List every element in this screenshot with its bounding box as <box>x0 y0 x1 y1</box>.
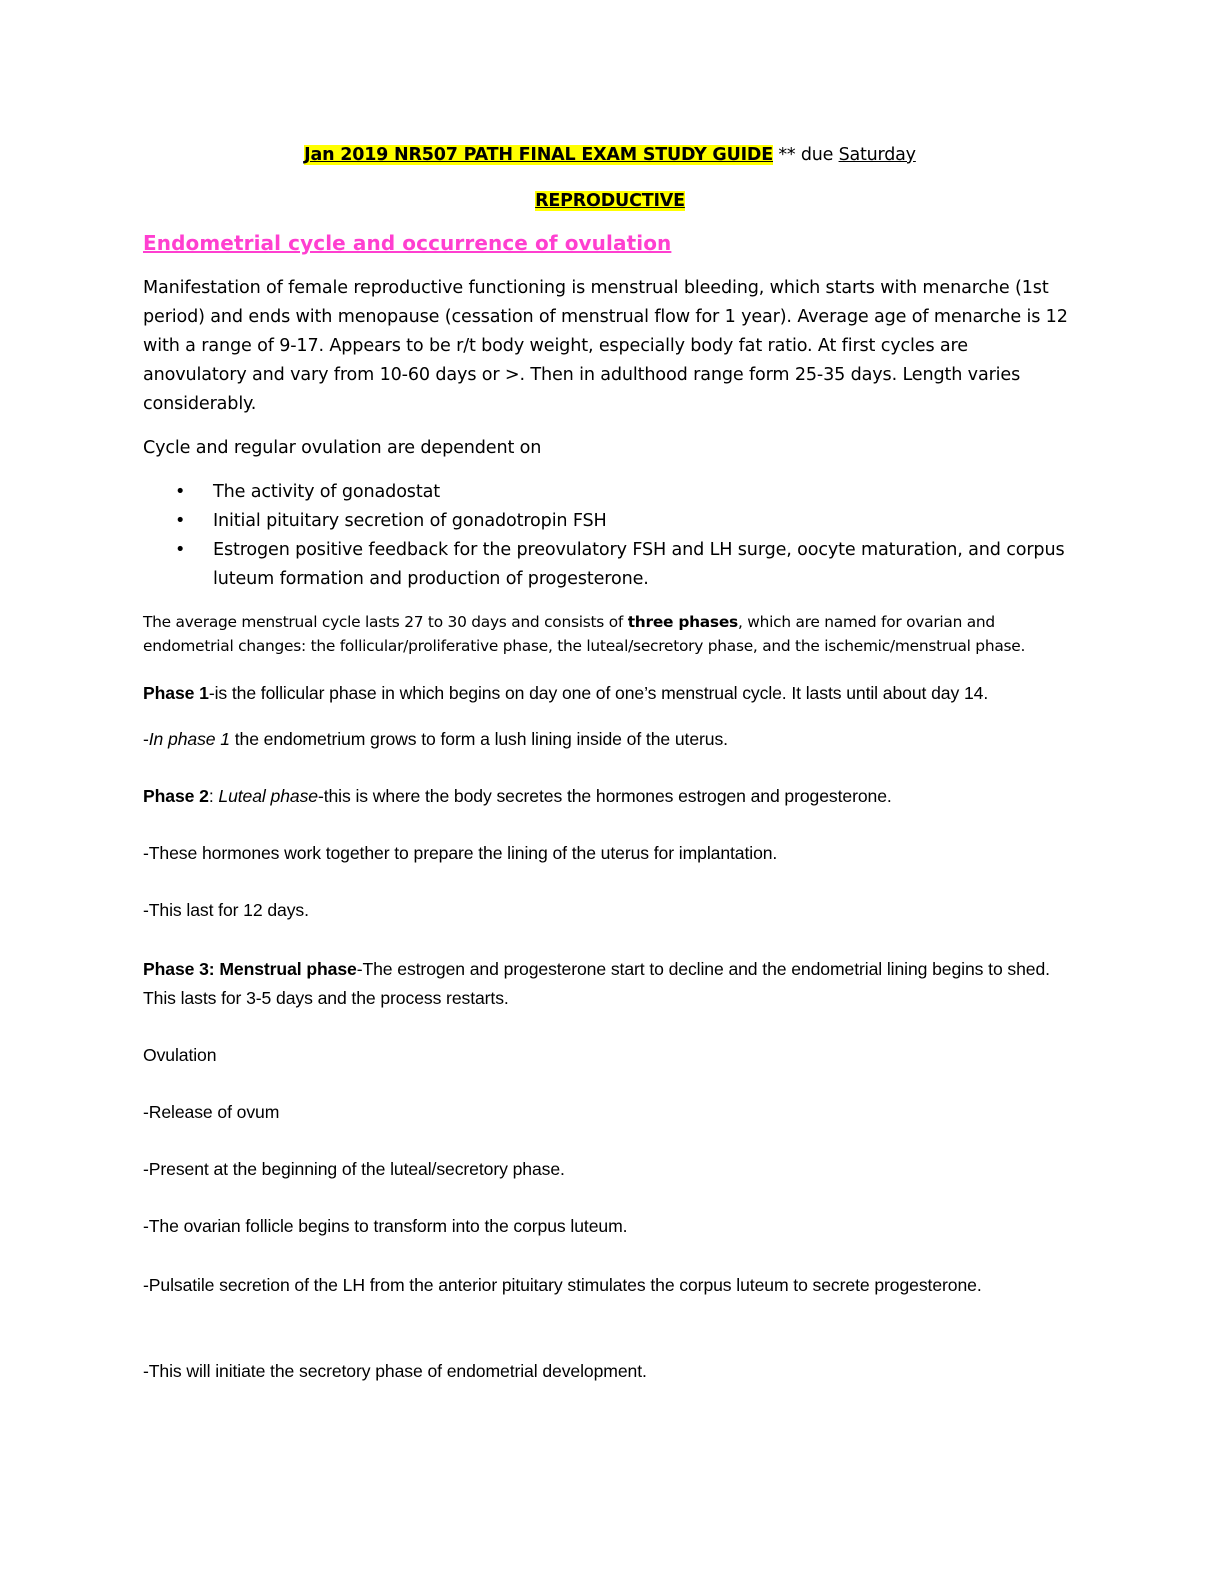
phase2-text: -this is where the body secretes the hormones estrogen and progesterone. <box>317 786 892 806</box>
phase2-italic: Luteal phase <box>218 786 318 806</box>
ovulation-item: -This will initiate the secretory phase of endometrial development. <box>143 1361 647 1381</box>
document-title-line <box>143 145 1077 165</box>
phase2-line3: -This last for 12 days. <box>143 900 309 920</box>
intro-paragraph: Manifestation of female reproductive functioning is menstrual bleeding, which starts with menarche (1st period) and ends with menopause (cessation of menstrual flow for 1 year). Average age of menarche is 12 with a range of 9-17. Appears to be r/t body weight, especially body fat ratio. At first cycles are anovulatory and vary from 10-60 days or >. Then in adulthood range form 25-35 days. Length varies considerably. <box>143 278 1068 414</box>
list-item-text: Estrogen positive feedback for the preovulatory FSH and LH surge, oocyte maturation, and corpus luteum formation and production of progesterone. <box>213 540 1065 589</box>
phase1-detail-text: the endometrium grows to form a lush lining inside of the uterus. <box>229 729 728 749</box>
phase3-label: Phase 3: Menstrual phase <box>143 959 357 979</box>
ovulation-item: -Release of ovum <box>143 1102 280 1122</box>
list-item-text: Initial pituitary secretion of gonadotropin FSH <box>213 511 607 531</box>
dependency-intro: Cycle and regular ovulation are dependent on <box>143 438 542 458</box>
phase3-text: -The estrogen and progesterone start to decline and the endometrial lining begins to shed. This lasts for 3-5 days and the process restarts. <box>143 959 1050 1008</box>
cycle-summary-text-end: , which are named for ovarian and endometrial changes: the follicular/proliferative phase, the luteal/secretory phase, and the ischemic/menstrual phase. <box>143 613 1026 655</box>
cycle-summary-paragraph <box>143 610 1073 658</box>
topic-heading: Endometrial cycle and occurrence of ovulation <box>143 231 672 255</box>
section-title: REPRODUCTIVE <box>535 191 685 211</box>
ovulation-item: -Pulsatile secretion of the LH from the anterior pituitary stimulates the corpus luteum to secrete progesterone. <box>143 1275 982 1295</box>
ovulation-title: Ovulation <box>143 1045 217 1065</box>
phase1-text: -is the follicular phase in which begins on day one of one’s menstrual cycle. It lasts until about day 14. <box>208 683 989 703</box>
due-label: ** due <box>773 145 839 165</box>
phase1-paragraph <box>143 683 1073 704</box>
phase2-paragraph <box>143 786 1073 807</box>
list-item <box>143 478 1073 507</box>
bullet-icon: • <box>175 511 186 531</box>
phase2-line2: -These hormones work together to prepare the lining of the uterus for implantation. <box>143 843 778 863</box>
document-title: Jan 2019 NR507 PATH FINAL EXAM STUDY GUIDE <box>304 145 773 165</box>
phase1-detail-italic: In phase 1 <box>148 729 230 749</box>
ovulation-item: -The ovarian follicle begins to transform into the corpus luteum. <box>143 1216 628 1236</box>
bullet-icon: • <box>175 482 186 502</box>
list-item <box>143 507 1073 536</box>
phase3-paragraph <box>143 955 1073 1013</box>
dependency-list <box>143 478 1073 594</box>
bullet-icon: • <box>175 540 186 560</box>
list-item-text: The activity of gonadostat <box>213 482 440 502</box>
ovulation-item: -Present at the beginning of the luteal/secretory phase. <box>143 1159 565 1179</box>
due-day: Saturday <box>838 145 916 165</box>
section-title-line <box>143 191 1077 211</box>
phase1-detail <box>143 729 1073 750</box>
phase2-colon: : <box>208 786 219 806</box>
three-phases-emphasis: three phases <box>627 613 738 631</box>
list-item <box>143 536 1073 594</box>
cycle-summary-text: The average menstrual cycle lasts 27 to 30 days and consists of <box>143 613 628 631</box>
phase1-detail-dash: - <box>143 729 149 749</box>
phase2-label: Phase 2 <box>143 786 209 806</box>
phase1-label: Phase 1 <box>143 683 209 703</box>
